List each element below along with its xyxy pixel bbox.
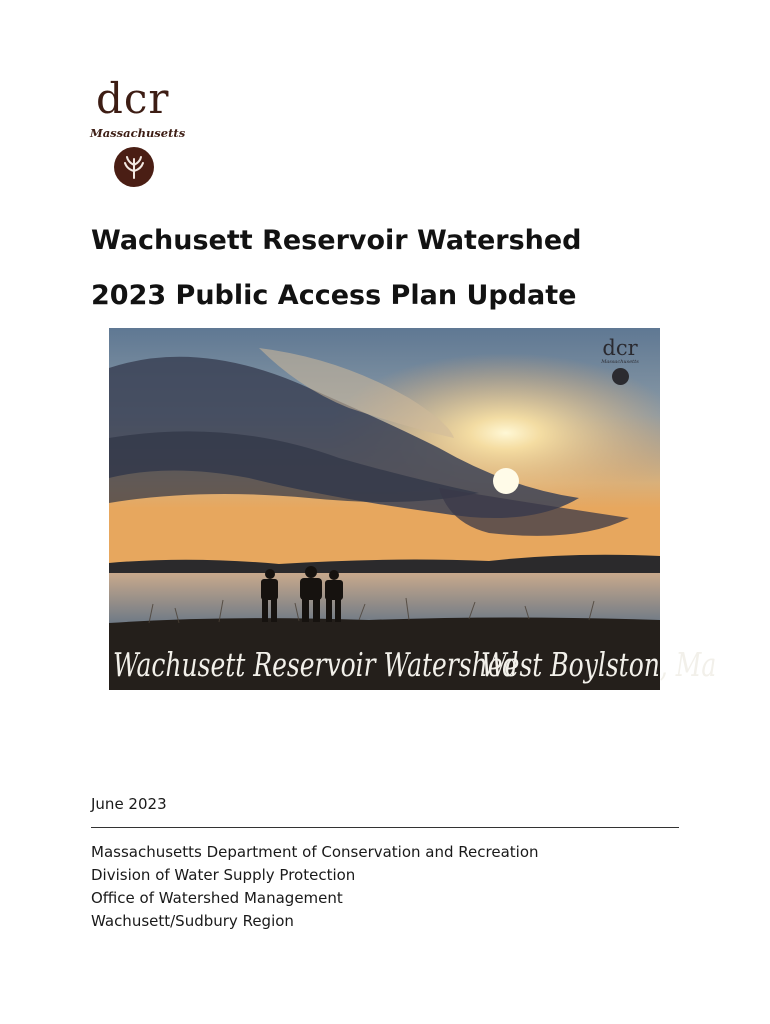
- photo-logo-state-name: Massachusetts: [601, 359, 639, 365]
- divider: [91, 827, 679, 828]
- dcr-logo: [90, 74, 186, 190]
- photo-caption-watershed: Wachusett Reservoir Watershed: [113, 646, 519, 684]
- document-title-line-2: 2023 Public Access Plan Update: [91, 280, 577, 311]
- publication-date: June 2023: [91, 795, 167, 813]
- logo-state-name: Massachusetts: [90, 126, 186, 140]
- photo-logo-wordmark: dcr: [602, 336, 638, 360]
- photo-dcr-logo: [595, 338, 645, 385]
- document-title-line-1: Wachusett Reservoir Watershed: [91, 225, 582, 256]
- cover-photo: [109, 328, 717, 690]
- photo-leaf-seal-icon: [612, 368, 629, 385]
- photo-caption-location: West Boylston, Ma: [481, 646, 717, 684]
- leaf-seal-icon: [114, 147, 154, 187]
- org-department: Massachusetts Department of Conservation and Recreation: [91, 843, 539, 861]
- org-region: Wachusett/Sudbury Region: [91, 912, 294, 930]
- org-division: Division of Water Supply Protection: [91, 866, 356, 884]
- logo-wordmark: dcr: [96, 74, 170, 123]
- org-office: Office of Watershed Management: [91, 889, 343, 907]
